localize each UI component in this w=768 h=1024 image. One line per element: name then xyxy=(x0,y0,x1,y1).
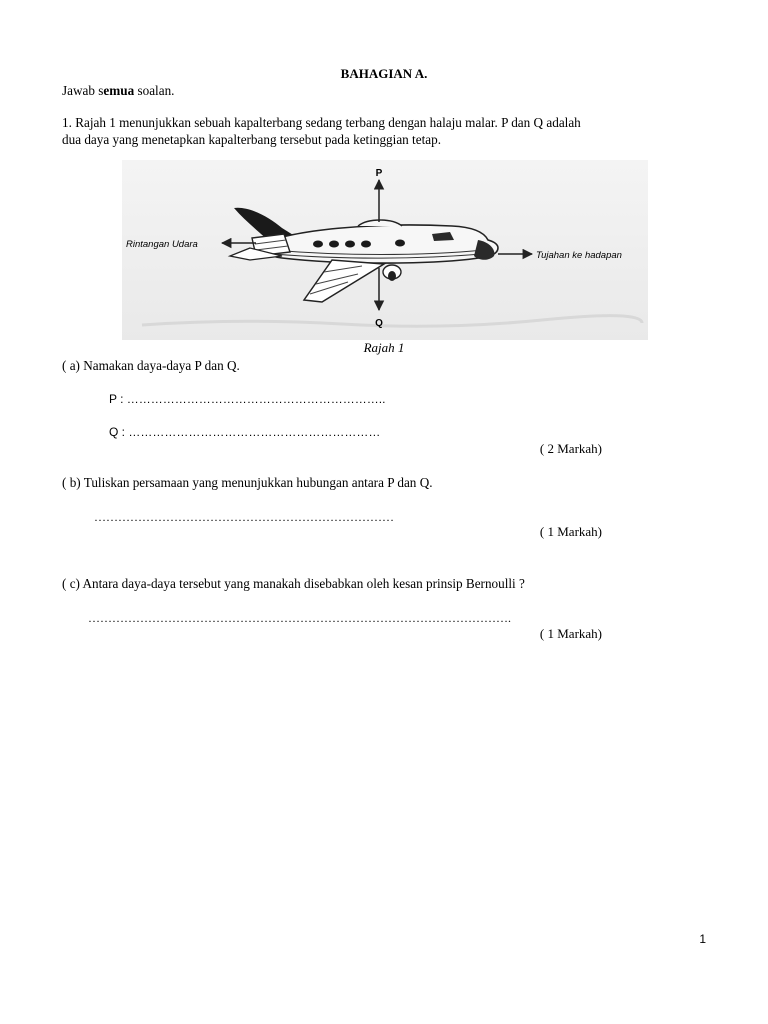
section-heading: BAHAGIAN A. xyxy=(340,66,428,81)
part-a-q-answer-line[interactable]: Q : ……………………………………………………… xyxy=(109,425,381,439)
part-a-question: ( a) Namakan daya-daya P dan Q. xyxy=(62,358,240,373)
part-b-marks: ( 1 Markah) xyxy=(539,524,602,539)
part-b-question: ( b) Tuliskan persamaan yang menunjukkan hubungan antara P dan Q. xyxy=(62,475,433,490)
window xyxy=(329,241,339,248)
part-c-marks: ( 1 Markah) xyxy=(539,626,602,641)
label-thrust: Tujahan ke hadapan xyxy=(536,250,622,261)
window xyxy=(345,241,355,248)
window xyxy=(361,241,371,248)
question-1-line-1: 1. Rajah 1 menunjukkan sebuah kapalterbang sedang terbang dengan halaju malar. P dan Q adalah xyxy=(62,115,581,130)
instruction-suffix: soalan. xyxy=(134,83,175,98)
label-drag: Rintangan Udara xyxy=(126,239,198,250)
part-b-answer-line[interactable]: ………………………………………………………………… xyxy=(94,510,394,524)
label-p: P xyxy=(375,168,383,179)
question-1-line-2: dua daya yang menetapkan kapalterbang tersebut pada ketinggian tetap. xyxy=(62,132,441,147)
instruction xyxy=(62,82,174,99)
part-a-marks: ( 2 Markah) xyxy=(539,441,602,456)
airplane-figure xyxy=(122,160,648,340)
part-a-p-answer-line[interactable]: P : ……………………………………………………….. xyxy=(109,392,386,406)
label-q: Q xyxy=(375,318,383,329)
instruction-prefix: Jawab s xyxy=(62,83,104,98)
airplane-diagram xyxy=(122,160,648,340)
figure-caption: Rajah 1 xyxy=(363,340,405,355)
instruction-bold: emua xyxy=(103,83,135,98)
part-c-answer-line[interactable]: ……………………………………………………………………………………………. xyxy=(88,611,511,625)
window xyxy=(395,240,405,247)
part-c-question: ( c) Antara daya-daya tersebut yang manakah disebabkan oleh kesan prinsip Bernoulli ? xyxy=(62,576,525,591)
engine-intake xyxy=(388,271,396,281)
page-number: 1 xyxy=(699,932,706,946)
window xyxy=(313,241,323,248)
